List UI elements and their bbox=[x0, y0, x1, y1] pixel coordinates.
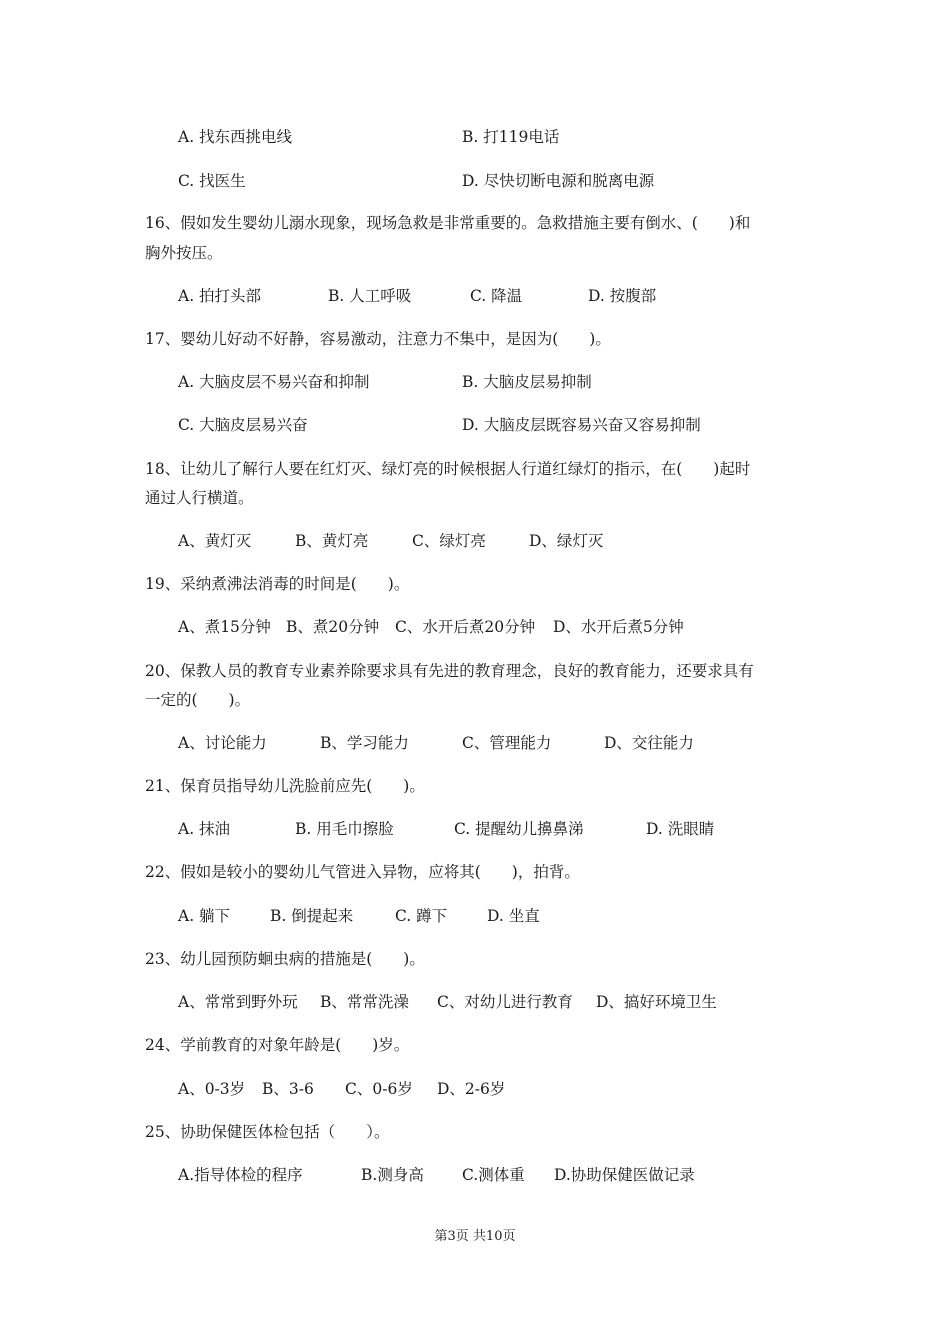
q21-option-c: C. 提醒幼儿擤鼻涕 bbox=[454, 820, 584, 838]
q19-option-a: A、煮15分钟 bbox=[178, 618, 271, 636]
q23-question: 23、幼儿园预防蛔虫病的措施是( )。 bbox=[145, 950, 425, 968]
q16-option-c: C. 降温 bbox=[470, 287, 523, 305]
q17-question: 17、婴幼儿好动不好静，容易激动，注意力不集中，是因为( )。 bbox=[145, 330, 611, 348]
q18-question-line2: 通过人行横道。 bbox=[145, 489, 254, 507]
q21-question: 21、保育员指导幼儿洗脸前应先( )。 bbox=[145, 777, 425, 795]
q20-option-a: A、讨论能力 bbox=[178, 734, 267, 752]
q18-option-b: B、黄灯亮 bbox=[295, 532, 369, 550]
q21-option-a: A. 抹油 bbox=[178, 820, 231, 838]
page-number-footer: 第3页 共10页 bbox=[434, 1229, 516, 1244]
q20-option-d: D、交往能力 bbox=[604, 734, 694, 752]
q20-question-line1: 20、保教人员的教育专业素养除要求具有先进的教育理念，良好的教育能力，还要求具有 bbox=[145, 662, 754, 680]
q19-option-b: B、煮20分钟 bbox=[286, 618, 380, 636]
q17-option-c: C. 大脑皮层易兴奋 bbox=[178, 416, 308, 434]
q25-option-b: B.测身高 bbox=[361, 1166, 424, 1184]
q17-option-b: B. 大脑皮层易抑制 bbox=[462, 373, 592, 391]
q18-option-a: A、黄灯灭 bbox=[178, 532, 252, 550]
q21-option-b: B. 用毛巾擦脸 bbox=[295, 820, 394, 838]
q20-option-c: C、管理能力 bbox=[462, 734, 552, 752]
q24-option-b: B、3-6 bbox=[262, 1080, 314, 1098]
q15-option-a: A. 找东西挑电线 bbox=[178, 128, 293, 146]
q19-question: 19、采纳煮沸法消毒的时间是( )。 bbox=[145, 575, 410, 593]
q16-question-line1: 16、假如发生婴幼儿溺水现象，现场急救是非常重要的。急救措施主要有倒水、( )和 bbox=[145, 214, 751, 232]
q16-question-line2: 胸外按压。 bbox=[145, 244, 223, 262]
q20-option-b: B、学习能力 bbox=[320, 734, 409, 752]
q24-question: 24、学前教育的对象年龄是( )岁。 bbox=[145, 1036, 410, 1054]
q23-option-d: D、搞好环境卫生 bbox=[596, 993, 717, 1011]
q21-option-d: D. 洗眼睛 bbox=[646, 820, 715, 838]
q18-option-d: D、绿灯灭 bbox=[529, 532, 604, 550]
q24-option-a: A、0-3岁 bbox=[178, 1080, 246, 1098]
q15-option-c: C. 找医生 bbox=[178, 172, 246, 190]
q22-question: 22、假如是较小的婴幼儿气管进入异物，应将其( )，拍背。 bbox=[145, 863, 580, 881]
q16-option-a: A. 拍打头部 bbox=[178, 287, 262, 305]
q24-option-d: D、2-6岁 bbox=[437, 1080, 506, 1098]
q18-question-line1: 18、让幼儿了解行人要在红灯灭、绿灯亮的时候根据人行道红绿灯的指示，在( )起时 bbox=[145, 460, 751, 478]
q22-option-c: C. 蹲下 bbox=[395, 907, 448, 925]
q25-option-d: D.协助保健医做记录 bbox=[554, 1166, 695, 1184]
q19-option-d: D、水开后煮5分钟 bbox=[553, 618, 684, 636]
q23-option-b: B、常常洗澡 bbox=[320, 993, 409, 1011]
q24-option-c: C、0-6岁 bbox=[345, 1080, 413, 1098]
q19-option-c: C、水开后煮20分钟 bbox=[395, 618, 536, 636]
q22-option-b: B. 倒提起来 bbox=[270, 907, 354, 925]
q16-option-d: D. 按腹部 bbox=[588, 287, 657, 305]
q18-option-c: C、绿灯亮 bbox=[412, 532, 486, 550]
q17-option-d: D. 大脑皮层既容易兴奋又容易抑制 bbox=[462, 416, 701, 434]
q25-option-c: C.测体重 bbox=[462, 1166, 525, 1184]
q22-option-a: A. 躺下 bbox=[178, 907, 231, 925]
q20-question-line2: 一定的( )。 bbox=[145, 691, 251, 709]
q16-option-b: B. 人工呼吸 bbox=[328, 287, 412, 305]
q15-option-d: D. 尽快切断电源和脱离电源 bbox=[462, 172, 655, 190]
q15-option-b: B. 打119电话 bbox=[462, 128, 560, 146]
q23-option-a: A、常常到野外玩 bbox=[178, 993, 298, 1011]
q22-option-d: D. 坐直 bbox=[487, 907, 540, 925]
q25-option-a: A.指导体检的程序 bbox=[178, 1166, 303, 1184]
q25-question: 25、协助保健医体检包括（ ）。 bbox=[145, 1123, 390, 1141]
q17-option-a: A. 大脑皮层不易兴奋和抑制 bbox=[178, 373, 370, 391]
q23-option-c: C、对幼儿进行教育 bbox=[437, 993, 573, 1011]
